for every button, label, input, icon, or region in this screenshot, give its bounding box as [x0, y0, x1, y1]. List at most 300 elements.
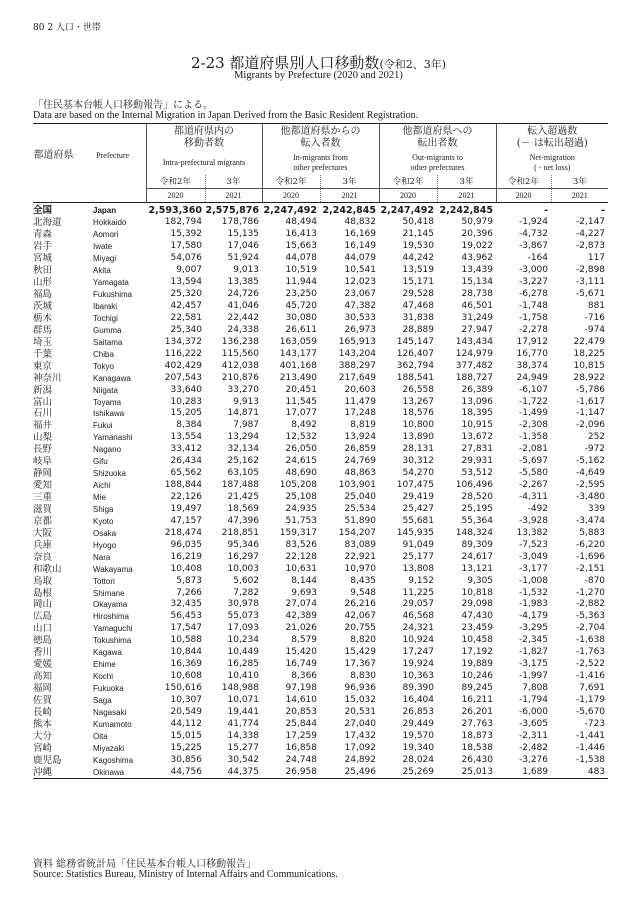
value-net-2020: -4,311: [519, 492, 549, 503]
value-out-2021: 188,727: [455, 372, 494, 383]
value-in-2021: 42,067: [344, 611, 377, 622]
in-header-ja: [262, 124, 379, 152]
value-out-2020: 29,419: [402, 492, 435, 503]
prefecture-name-en: Fukuoka: [93, 684, 124, 694]
value-intra-2021: 16,297: [227, 551, 260, 562]
value-in-2020: 17,259: [285, 730, 318, 741]
value-intra-2020: 10,307: [170, 694, 203, 705]
value-intra-2021: 10,003: [227, 563, 260, 574]
in-header-ja-line1: 他都道府県からの: [280, 125, 361, 137]
prefecture-name-ja: 広島: [33, 611, 53, 623]
value-out-2021: 20,396: [461, 229, 494, 240]
value-out-2020: 28,889: [402, 324, 435, 335]
value-intra-2021: 51,924: [227, 253, 260, 264]
value-net-2021: 10,815: [573, 360, 606, 371]
value-net-2020: -6,278: [519, 289, 549, 300]
value-net-2020: -492: [527, 503, 549, 514]
value-net-2021: -4,649: [576, 468, 606, 479]
out-header-en: [379, 151, 496, 175]
out-year-2020-ja: 令和2年: [379, 175, 437, 189]
prefecture-name-en: Gifu: [93, 457, 108, 467]
value-in-2021: 48,863: [344, 468, 377, 479]
value-net-2020: -4,179: [519, 611, 549, 622]
value-net-2021: -1,538: [576, 754, 606, 765]
prefecture-name-ja: 滋賀: [33, 503, 53, 515]
value-in-2020: 401,168: [279, 360, 318, 371]
value-intra-2021: 24,726: [227, 289, 260, 300]
value-out-2021: 9,305: [467, 575, 494, 586]
value-intra-2020: 15,205: [170, 408, 203, 419]
prefecture-name-en: Miyagi: [93, 254, 117, 264]
prefecture-name-en: Nara: [93, 552, 111, 562]
prefecture-name-ja: 福島: [33, 289, 53, 301]
value-net-2021: -1,270: [576, 587, 606, 598]
intra-year-2020-ja: 令和2年: [146, 175, 205, 189]
table-row: [33, 492, 608, 504]
prefecture-name-en: Kyoto: [93, 516, 114, 526]
prefecture-header-spacer: [33, 189, 146, 203]
value-in-2020: 42,389: [285, 611, 318, 622]
value-out-2020: 21,145: [402, 229, 435, 240]
value-in-2020: 20,451: [285, 384, 318, 395]
value-net-2020: 17,912: [516, 336, 549, 347]
value-net-2021: -2,147: [576, 217, 606, 228]
value-net-2020: -5,697: [519, 456, 549, 467]
prefecture-name-ja: 静岡: [33, 468, 53, 480]
value-net-2021: 339: [587, 503, 606, 514]
value-out-2020: 10,800: [402, 420, 435, 431]
value-net-2021: -5,670: [576, 706, 606, 717]
value-out-2020: 29,528: [402, 289, 435, 300]
value-intra-2020: 19,497: [170, 503, 203, 514]
value-out-2020: 54,270: [402, 468, 435, 479]
value-net-2021: -974: [584, 324, 606, 335]
value-intra-2020: 16,369: [170, 659, 203, 670]
table-row: [33, 336, 608, 348]
value-intra-2020: 44,112: [170, 718, 203, 729]
value-out-2020: 44,242: [402, 253, 435, 264]
value-intra-2020: 17,580: [170, 241, 203, 252]
value-in-2021: 24,892: [344, 754, 377, 765]
value-out-2020: 29,057: [402, 599, 435, 610]
value-out-2021: 24,617: [461, 551, 494, 562]
value-net-2021: -2,096: [576, 420, 606, 431]
value-out-2020: 2,247,492: [380, 204, 435, 216]
value-net-2021: -3,474: [576, 515, 606, 526]
net-header-ja-line1: 転入超過数: [527, 125, 578, 137]
net-year-2021-en: 2021: [551, 189, 608, 203]
value-in-2021: 44,079: [344, 253, 377, 264]
value-in-2021: 10,541: [344, 265, 377, 276]
value-out-2020: 26,558: [402, 384, 435, 395]
value-in-2021: 25,496: [320, 766, 379, 778]
prefecture-name-ja: 石川: [33, 408, 53, 420]
value-in-2020: 213,490: [279, 372, 318, 383]
value-net-2021: -2,151: [576, 563, 606, 574]
value-out-2020: 145,147: [396, 336, 435, 347]
prefecture-name-en: Chiba: [93, 349, 114, 359]
table-row: [33, 313, 608, 325]
value-out-2020: 362,794: [396, 360, 435, 371]
value-intra-2020: 7,266: [176, 587, 203, 598]
value-net-2021: -4,227: [576, 229, 606, 240]
value-net-2021: -723: [584, 718, 606, 729]
value-net-2020: -5,580: [519, 468, 549, 479]
value-intra-2021: 55,073: [227, 611, 260, 622]
value-net-2020: -4,732: [519, 229, 549, 240]
value-out-2021: 31,249: [461, 312, 494, 323]
prefecture-name-en: Kumamoto: [93, 719, 132, 729]
prefecture-name-en: Oita: [93, 731, 108, 741]
value-out-2020: 9,152: [408, 575, 435, 586]
table-row: [33, 456, 608, 468]
value-intra-2021: 2,575,876: [205, 204, 260, 216]
value-in-2020: 22,128: [285, 551, 318, 562]
value-intra-2021: 18,569: [227, 503, 260, 514]
value-intra-2021: 187,488: [221, 480, 260, 491]
value-in-2020: 24,748: [285, 754, 318, 765]
value-in-2020: 97,198: [285, 683, 318, 694]
value-out-2021: 25,195: [461, 503, 494, 514]
table-row: [33, 432, 608, 444]
value-out-2021: 55,364: [461, 515, 494, 526]
prefecture-name-ja: 福井: [33, 420, 53, 432]
prefecture-name-en: Nagasaki: [93, 707, 127, 717]
prefecture-name-en: Tochigi: [93, 313, 118, 323]
value-net-2020: -164: [527, 253, 549, 264]
value-out-2021: 16,211: [461, 694, 494, 705]
value-intra-2021: 14,871: [227, 408, 260, 419]
prefecture-name-ja: 長崎: [33, 706, 53, 718]
value-out-2020: 10,924: [402, 635, 435, 646]
value-net-2020: -1,794: [519, 694, 549, 705]
in-header-en: [262, 151, 379, 175]
value-out-2021: 10,246: [461, 671, 494, 682]
prefecture-name-ja: 宮城: [33, 253, 53, 265]
table-row: [33, 324, 608, 336]
value-in-2021: 30,533: [344, 312, 377, 323]
value-out-2021: 13,439: [461, 265, 494, 276]
value-intra-2020: 20,549: [170, 706, 203, 717]
prefecture-name-ja: 群馬: [33, 324, 53, 336]
prefecture-name-ja: 島根: [33, 587, 53, 599]
value-net-2021: 28,922: [573, 372, 606, 383]
value-out-2021: 23,459: [461, 623, 494, 634]
prefecture-name-en: Kagoshima: [93, 755, 134, 765]
intra-year-2020-en: 2020: [146, 189, 205, 203]
value-out-2021: 18,395: [461, 408, 494, 419]
value-out-2020: 31,838: [402, 312, 435, 323]
value-intra-2021: 15,277: [227, 742, 260, 753]
value-out-2021: 2,242,845: [439, 204, 494, 216]
value-intra-2020: 2,593,360: [148, 204, 203, 216]
prefecture-name-en: Ishikawa: [93, 409, 125, 419]
table-row: [33, 301, 608, 313]
value-in-2020: 25,844: [285, 718, 318, 729]
value-net-2020: -1,924: [519, 217, 549, 228]
value-net-2020: 7,808: [522, 683, 549, 694]
value-intra-2021: 22,442: [227, 312, 260, 323]
value-intra-2020: 15,225: [170, 742, 203, 753]
value-out-2020: 126,407: [396, 348, 435, 359]
prefecture-name-ja: 山形: [33, 277, 53, 289]
prefecture-name-ja: 沖縄: [33, 766, 91, 778]
table-row: [33, 683, 608, 695]
prefecture-name-ja: 愛知: [33, 480, 53, 492]
value-net-2021: -972: [584, 444, 606, 455]
table-row: [33, 277, 608, 289]
value-net-2021: -1,638: [576, 635, 606, 646]
value-net-2021: -2,882: [576, 599, 606, 610]
value-intra-2020: 15,392: [170, 229, 203, 240]
value-in-2021: 217,649: [338, 372, 377, 383]
value-intra-2021: 178,786: [221, 217, 260, 228]
prefecture-name-en: Okayama: [93, 600, 128, 610]
prefecture-name-en: Aichi: [93, 481, 111, 491]
value-out-2021: 106,496: [455, 480, 494, 491]
prefecture-name-ja: 山梨: [33, 432, 53, 444]
in-year-2021-ja: 3年: [320, 175, 379, 189]
prefecture-name-ja: 鳥取: [33, 575, 53, 587]
value-in-2020: 105,208: [279, 480, 318, 491]
net-header-en-line2: ( - net loss): [534, 163, 571, 172]
value-intra-2021: 17,093: [227, 623, 260, 634]
value-intra-2021: 148,988: [221, 683, 260, 694]
prefecture-name-en: Shiga: [93, 504, 114, 514]
value-in-2020: 143,177: [279, 348, 318, 359]
table-row: [33, 468, 608, 480]
table-row: [33, 563, 608, 575]
prefecture-name-ja: 徳島: [33, 635, 53, 647]
prefecture-name-ja: 全国: [33, 204, 53, 216]
value-out-2020: 145,935: [396, 527, 435, 538]
intra-header-ja-line1: 都道府県内の: [174, 125, 235, 137]
prefecture-name-en: Tottori: [93, 576, 115, 586]
value-in-2021: 17,367: [344, 659, 377, 670]
prefecture-name-en: Japan: [93, 205, 117, 215]
value-out-2021: 18,873: [461, 730, 494, 741]
value-out-2021: 19,022: [461, 241, 494, 252]
prefecture-name-en: Ehime: [93, 660, 116, 670]
table-row: [33, 360, 608, 372]
value-net-2021: -5,363: [576, 611, 606, 622]
value-out-2020: 17,247: [402, 647, 435, 658]
value-net-2020: -2,311: [519, 730, 549, 741]
prefecture-header-en: Prefecture: [96, 151, 130, 161]
value-intra-2021: 218,851: [221, 527, 260, 538]
value-net-2020: -6,107: [519, 384, 549, 395]
prefecture-name-ja: 和歌山: [33, 563, 62, 575]
table-row: [33, 659, 608, 671]
value-in-2020: 11,545: [285, 396, 318, 407]
value-in-2021: 16,149: [344, 241, 377, 252]
value-in-2020: 26,958: [262, 766, 320, 778]
value-net-2020: -6,000: [519, 706, 549, 717]
value-intra-2021: 33,270: [227, 384, 260, 395]
value-intra-2021: 24,338: [227, 324, 260, 335]
value-in-2021: 8,819: [350, 420, 377, 431]
table-body: [33, 203, 608, 779]
prefecture-name-ja: 青森: [33, 229, 53, 241]
value-intra-2021: 136,238: [221, 336, 260, 347]
value-intra-2020: 9,007: [176, 265, 203, 276]
value-out-2021: 46,501: [461, 301, 494, 312]
value-net-2021: -: [601, 204, 606, 216]
value-net-2021: -6,220: [576, 539, 606, 550]
table-row: [33, 706, 608, 718]
value-intra-2021: 9,913: [233, 396, 260, 407]
prefecture-name-ja: 埼玉: [33, 336, 53, 348]
value-net-2020: -1,827: [519, 647, 549, 658]
value-intra-2021: 17,046: [227, 241, 260, 252]
value-intra-2020: 15,015: [170, 730, 203, 741]
value-intra-2021: 32,134: [227, 444, 260, 455]
value-out-2021: 29,098: [461, 599, 494, 610]
prefecture-name-en: Kochi: [93, 672, 114, 682]
value-net-2020: -1,499: [519, 408, 549, 419]
value-intra-2020: 8,384: [176, 420, 203, 431]
value-out-2021: 18,538: [461, 742, 494, 753]
value-in-2021: 51,890: [344, 515, 377, 526]
value-out-2020: 19,340: [402, 742, 435, 753]
in-year-2020-ja: 令和2年: [262, 175, 320, 189]
value-in-2020: 24,935: [285, 503, 318, 514]
prefecture-name-en: Aomori: [93, 230, 119, 240]
value-in-2020: 45,720: [285, 301, 318, 312]
prefecture-name-ja: 山口: [33, 623, 53, 635]
value-intra-2021: 10,234: [227, 635, 260, 646]
value-out-2020: 29,449: [402, 718, 435, 729]
value-intra-2021: 41,774: [227, 718, 260, 729]
value-intra-2020: 96,035: [170, 539, 203, 550]
value-intra-2021: 30,978: [227, 599, 260, 610]
in-header-ja-line2: 転入者数: [300, 137, 341, 149]
value-out-2020: 30,312: [402, 456, 435, 467]
table-title-english: Migrants by Prefecture (2020 and 2021): [234, 70, 403, 81]
prefecture-name-ja: 北海道: [33, 217, 62, 229]
in-year-2020-en: 2020: [262, 189, 320, 203]
value-out-2021: 27,831: [461, 444, 494, 455]
prefecture-header: [33, 124, 146, 189]
out-year-2021-ja: 3年: [437, 175, 496, 189]
value-in-2021: 17,092: [344, 742, 377, 753]
prefecture-name-en: Wakayama: [93, 564, 133, 574]
value-out-2021: 19,889: [461, 659, 494, 670]
value-out-2020: 24,321: [402, 623, 435, 634]
value-in-2021: 8,830: [350, 671, 377, 682]
value-in-2021: 10,970: [344, 563, 377, 574]
value-out-2020: 18,576: [402, 408, 435, 419]
value-in-2021: 24,769: [344, 456, 377, 467]
prefecture-name-en: Hokkaido: [93, 218, 127, 228]
value-intra-2020: 56,453: [170, 611, 203, 622]
prefecture-name-en: Toyama: [93, 397, 122, 407]
value-in-2020: 11,944: [285, 277, 318, 288]
table-row: [33, 718, 608, 730]
table-header: [33, 124, 608, 203]
value-net-2020: -1,722: [519, 396, 549, 407]
value-intra-2020: 10,283: [170, 396, 203, 407]
value-intra-2020: 22,126: [170, 492, 203, 503]
net-year-2020-ja: 令和2年: [496, 175, 551, 189]
value-out-2020: 19,924: [402, 659, 435, 670]
value-net-2021: -1,179: [576, 694, 606, 705]
value-in-2020: 8,366: [291, 671, 318, 682]
value-intra-2021: 16,285: [227, 659, 260, 670]
value-in-2021: 20,531: [344, 706, 377, 717]
prefecture-name-ja: 熊本: [33, 718, 53, 730]
value-net-2020: -: [544, 204, 549, 216]
value-intra-2021: 7,282: [233, 587, 260, 598]
value-net-2020: -3,177: [519, 563, 549, 574]
value-in-2021: 154,207: [338, 527, 377, 538]
value-net-2021: -2,873: [576, 241, 606, 252]
table-row: [33, 515, 608, 527]
table-row: [33, 587, 608, 599]
value-out-2021: 28,520: [461, 492, 494, 503]
prefecture-name-ja: 茨城: [33, 301, 53, 313]
value-out-2021: 13,096: [461, 396, 494, 407]
value-net-2021: 18,225: [573, 348, 606, 359]
table-row: [33, 695, 608, 707]
table-row: [33, 647, 608, 659]
value-net-2021: -2,522: [576, 659, 606, 670]
value-in-2021: 96,936: [344, 683, 377, 694]
value-in-2021: 26,216: [344, 599, 377, 610]
value-out-2021: 43,962: [461, 253, 494, 264]
prefecture-name-ja: 岩手: [33, 241, 53, 253]
value-in-2021: 20,755: [344, 623, 377, 634]
value-net-2021: -1,416: [576, 671, 606, 682]
value-out-2021: 124,979: [455, 348, 494, 359]
prefecture-name-ja: 岡山: [33, 599, 53, 611]
value-in-2021: 27,040: [344, 718, 377, 729]
value-net-2021: -2,595: [576, 480, 606, 491]
value-in-2021: 48,832: [344, 217, 377, 228]
out-year-2020-en: 2020: [379, 189, 437, 203]
table-row: [33, 265, 608, 277]
table-row: [33, 575, 608, 587]
prefecture-header-ja: 都道府県: [33, 150, 74, 162]
prefecture-name-ja: 高知: [33, 671, 53, 683]
intra-year-2021-en: 2021: [205, 189, 262, 203]
note-english: Data are based on the Internal Migration in Japan Derived from the Basic Resident Registration.: [33, 110, 419, 121]
prefecture-name-ja: 兵庫: [33, 539, 53, 551]
value-in-2021: 8,435: [350, 575, 377, 586]
prefecture-name-en: Okinawa: [91, 766, 146, 778]
value-in-2021: 25,040: [344, 492, 377, 503]
prefecture-name-ja: 長野: [33, 444, 53, 456]
table-row: [33, 504, 608, 516]
value-out-2020: 25,269: [379, 766, 437, 778]
value-in-2021: 26,973: [344, 324, 377, 335]
value-out-2021: 50,979: [461, 217, 494, 228]
value-in-2020: 8,144: [291, 575, 318, 586]
value-out-2020: 25,177: [402, 551, 435, 562]
value-net-2020: -2,081: [519, 444, 549, 455]
value-net-2020: -3,605: [519, 718, 549, 729]
value-net-2020: -3,867: [519, 241, 549, 252]
table-row: [33, 372, 608, 384]
value-net-2020: -2,345: [519, 635, 549, 646]
value-out-2021: 29,931: [461, 456, 494, 467]
table-row: [33, 217, 608, 229]
value-net-2021: -3,480: [576, 492, 606, 503]
prefecture-name-en: Niigata: [93, 385, 118, 395]
net-year-2021-ja: 3年: [551, 175, 608, 189]
value-intra-2020: 5,873: [176, 575, 203, 586]
value-net-2020: -2,278: [519, 324, 549, 335]
